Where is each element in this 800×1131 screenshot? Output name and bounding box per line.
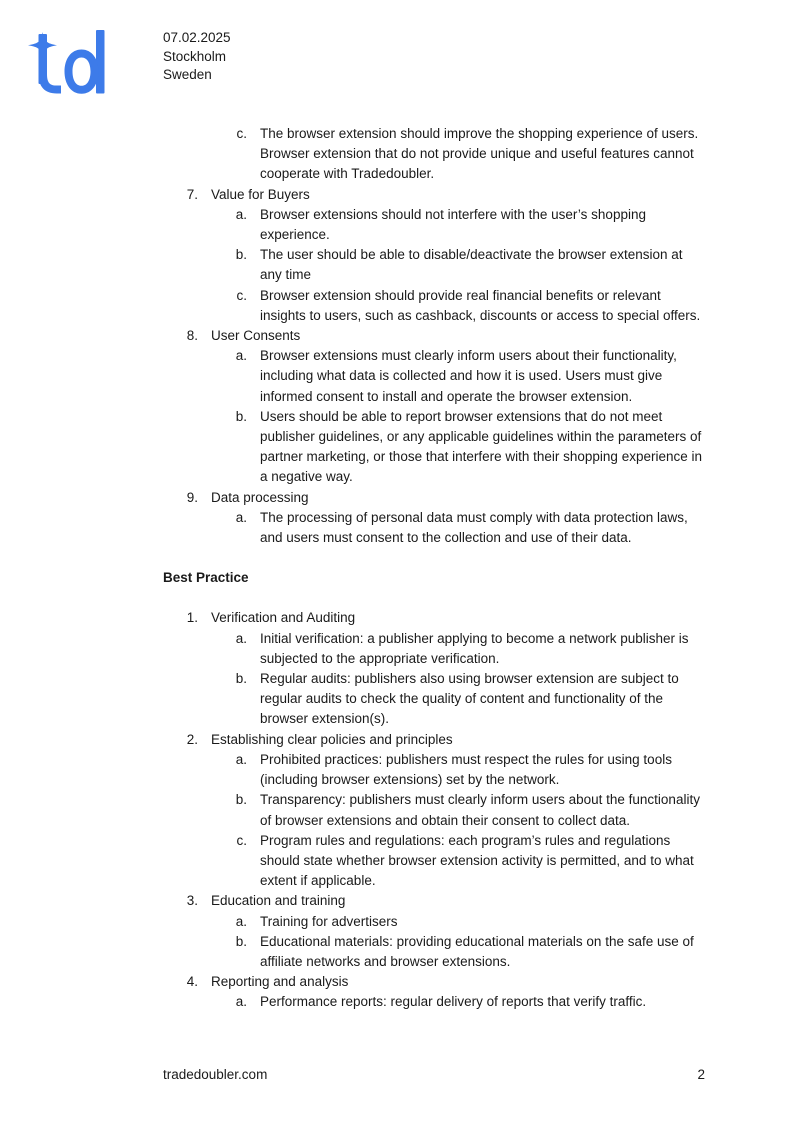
list-item — [0, 185, 800, 205]
list-item — [0, 972, 800, 992]
list-text: Prohibited practices: publishers must respect the rules for using tools (including browser extensions) set by the network. — [260, 751, 672, 788]
list-marker: a. — [235, 206, 247, 222]
list-item — [0, 891, 800, 911]
list-subitem — [0, 790, 800, 830]
document-body — [0, 124, 800, 1013]
list-marker: c. — [236, 287, 247, 303]
list-item — [0, 488, 800, 508]
page-number: 2 — [697, 1067, 705, 1082]
list-item — [0, 326, 800, 346]
list-subitem — [0, 508, 800, 548]
list-text: Transparency: publishers must clearly inform users about the functionality of browser extensions and obtain their consent to collect data. — [260, 792, 700, 828]
list-text: Training for advertisers — [260, 913, 398, 929]
list-marker: c. — [236, 832, 247, 848]
list-marker: 4. — [186, 974, 198, 990]
list-marker: a. — [235, 348, 247, 364]
list-marker: a. — [235, 994, 247, 1010]
list-marker: 1. — [186, 610, 198, 626]
list-subitem — [0, 669, 800, 730]
header-city: Stockholm — [163, 48, 227, 64]
tradedoubler-logo — [26, 30, 108, 96]
list-text: Users should be able to report browser extensions that do not meet publisher guidelines, or any applicable guidelines within the parameters of partner marketing, or those that interfere with their shopping experience in a negative way. — [260, 408, 702, 485]
list-text: Regular audits: publishers also using browser extension are subject to regular audits to check the quality of content and functionality of the browser extension(s). — [260, 671, 679, 727]
list-text: Performance reports: regular delivery of reports that verify traffic. — [260, 994, 647, 1010]
list-text: Educational materials: providing educational materials on the safe use of affiliate networks and browser extensions. — [260, 933, 694, 969]
section-heading: Best Practice — [163, 570, 249, 586]
list-title: Data processing — [211, 489, 309, 505]
list-text: Browser extension should provide real financial benefits or relevant insights to users, such as cashback, discounts or access to special offers. — [260, 287, 701, 323]
list-marker: 9. — [186, 489, 198, 505]
list-text: Browser extensions should not interfere with the user’s shopping experience. — [260, 206, 646, 243]
list-marker: b. — [235, 933, 247, 949]
list-text: The user should be able to disable/deactivate the browser extension at any time — [260, 247, 683, 283]
list-marker: b. — [235, 247, 247, 263]
list-marker: a. — [235, 630, 247, 646]
list-marker: a. — [235, 913, 247, 929]
list-title: Education and training — [211, 893, 346, 909]
list-subitem — [0, 286, 800, 326]
list-marker: b. — [235, 408, 247, 424]
list-marker: a. — [235, 509, 247, 525]
list-marker: b. — [235, 671, 247, 687]
list-marker: 2. — [186, 731, 198, 747]
list-text: The browser extension should improve the shopping experience of users. Browser extension that do not provide unique and useful features cannot cooperate with Tradedoubler. — [260, 126, 699, 182]
list-subitem — [0, 932, 800, 972]
list-subitem — [0, 912, 800, 932]
header-date: 07.02.2025 — [163, 30, 231, 45]
list-subitem — [0, 750, 800, 790]
list-subitem — [0, 407, 800, 488]
list-title: User Consents — [211, 328, 301, 344]
list-subitem — [0, 992, 800, 1012]
list-marker: c. — [236, 126, 247, 141]
list-subitem — [0, 205, 800, 245]
list-marker: 8. — [186, 328, 198, 344]
list-subitem — [0, 831, 800, 892]
footer-website[interactable]: tradedoubler.com — [163, 1067, 268, 1082]
list-title: Reporting and analysis — [211, 974, 349, 990]
list-subitem — [0, 245, 800, 285]
header-info — [163, 29, 231, 85]
list-subitem — [0, 124, 800, 185]
list-text: Initial verification: a publisher applying to become a network publisher is subjected to the appropriate verification. — [260, 630, 689, 666]
list-marker: a. — [235, 751, 247, 767]
list-subitem — [0, 629, 800, 669]
list-marker: 3. — [186, 893, 198, 909]
list-item — [0, 730, 800, 750]
list-marker: b. — [235, 792, 247, 808]
list-marker: 7. — [186, 186, 198, 202]
list-text: Program rules and regulations: each program’s rules and regulations should state whether browser extension activity is permitted, and to what extent if applicable. — [260, 832, 694, 889]
header-country: Sweden — [163, 67, 212, 82]
list-text: Browser extensions must clearly inform users about their functionality, including what data is collected and how it is used. Users must give informed consent to install and operate the browser extension. — [260, 348, 677, 404]
list-title: Value for Buyers — [211, 186, 310, 202]
list-title: Establishing clear policies and principles — [211, 731, 453, 747]
list-item — [0, 608, 800, 628]
list-title: Verification and Auditing — [211, 610, 356, 626]
list-text: The processing of personal data must comply with data protection laws, and users must consent to the collection and use of their data. — [260, 509, 688, 546]
list-subitem — [0, 346, 800, 407]
